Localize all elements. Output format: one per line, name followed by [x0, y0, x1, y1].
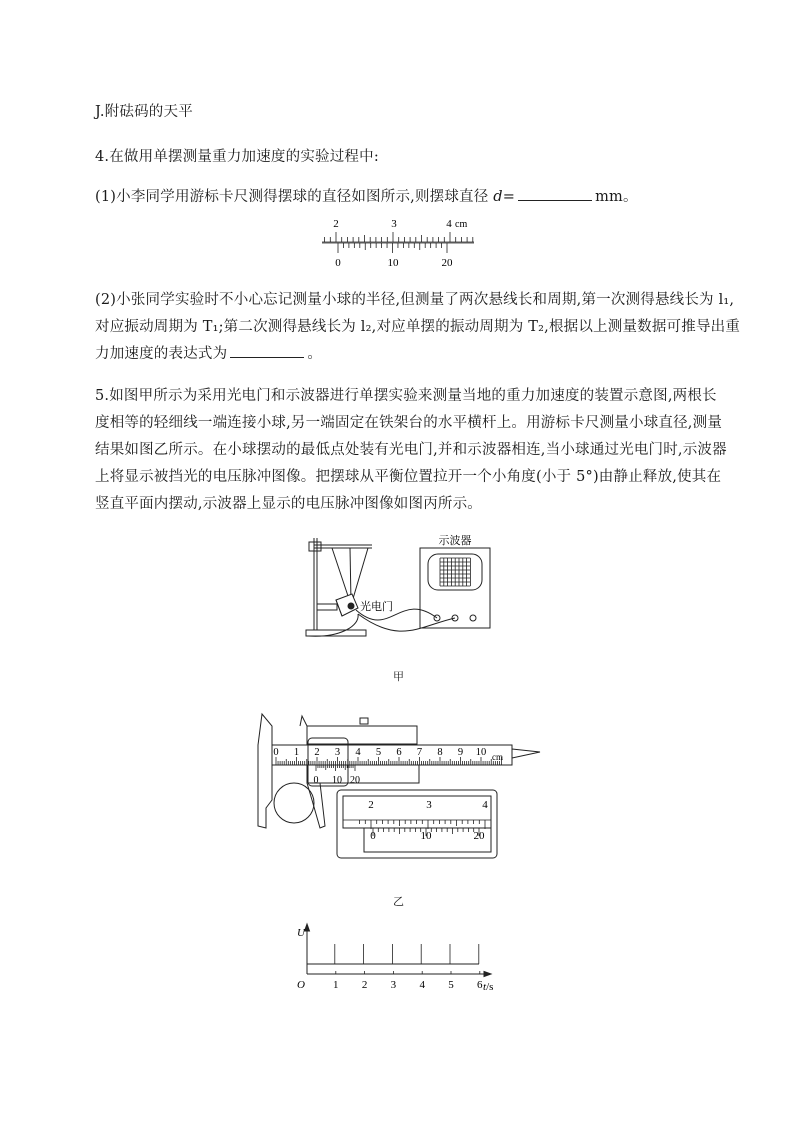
q5-line1: 5.如图甲所示为采用光电门和示波器进行单摆实验来测量当地的重力加速度的装置示意图,两根长 [95, 388, 717, 404]
measured-ball [274, 783, 314, 823]
zoom-main-label: 4 [482, 799, 488, 811]
vernier1-main-scale [322, 232, 474, 242]
oscilloscope-label: 示波器 [438, 535, 472, 547]
oscilloscope-knob[interactable] [470, 615, 476, 621]
zoom-main-label: 3 [426, 799, 432, 811]
caliper-main-label: 5 [375, 747, 382, 758]
vernier1-vernier-label: 10 [387, 257, 399, 269]
caliper-moving-jaw [307, 783, 325, 828]
q4-part2-line1: (2)小张同学实验时不小心忘记测量小球的半径,但测量了两次悬线长和周期,第一次测得悬线长为 l₁, [95, 292, 735, 308]
vernier1-vernier-scale [322, 243, 474, 253]
x-axis-label [483, 981, 493, 993]
caliper-main-label: 10 [475, 747, 487, 758]
caliper-main-label: 8 [437, 747, 443, 758]
x-tick-label: 5 [448, 979, 454, 991]
x-tick-label: 3 [390, 979, 397, 991]
zoom-vernier-label: 0 [370, 830, 376, 842]
figure-jia-apparatus [300, 530, 500, 645]
vernier-caliper-small [318, 214, 478, 270]
zoom-vernier-label: 10 [420, 830, 432, 842]
zoom-main-label: 2 [368, 799, 374, 811]
q4-part1 [95, 185, 638, 206]
x-tick-label: 4 [419, 979, 425, 991]
x-axis-var: t [483, 981, 487, 993]
origin-label: O [297, 979, 305, 991]
answer-blank-d[interactable] [518, 186, 592, 201]
caliper-vernier-label: 10 [332, 775, 342, 786]
vernier1-main-label: 4 [446, 218, 452, 230]
x-tick-label: 6 [477, 979, 483, 991]
caption-yi: 乙 [393, 895, 404, 908]
item-j: J.附砝码的天平 [95, 104, 193, 120]
caliper-main-label: 1 [293, 747, 300, 758]
caliper-main-label: 6 [396, 747, 402, 758]
q5-line5: 竖直平面内摆动,示波器上显示的电压脉冲图像如图丙所示。 [95, 496, 483, 512]
q4-part1-eq: = [502, 189, 516, 205]
caliper-main-label: 2 [314, 747, 320, 758]
figure-yi-vernier-caliper [240, 708, 550, 863]
vernier1-main-label: 3 [391, 218, 397, 230]
photogate-label: 光电门 [360, 601, 393, 613]
q4-part2-line3 [95, 342, 322, 363]
caption-jia: 甲 [393, 670, 404, 683]
cable [358, 614, 455, 631]
q4-stem: 4.在做用单摆测量重力加速度的实验过程中: [95, 149, 379, 165]
q5-line2: 度相等的轻细线一端连接小球,另一端固定在铁架台的水平横杆上。用游标卡尺测量小球直径,测量 [95, 415, 723, 431]
photogate [336, 594, 358, 616]
answer-blank-g[interactable] [230, 343, 304, 358]
caliper-main-label: 9 [457, 747, 464, 758]
q4-part1-text: (1)小李同学用游标卡尺测得摆球的直径如图所示,则摆球直径 [95, 189, 494, 205]
caliper-vernier-label: 20 [350, 775, 360, 786]
vernier1-vernier-label: 20 [441, 257, 453, 269]
y-axis-label: U [297, 927, 305, 939]
q4-part1-var: d [493, 189, 503, 205]
vernier1-vernier-label: 0 [335, 257, 341, 269]
caliper-main-label: 0 [273, 747, 279, 758]
vernier1-unit: cm [455, 219, 468, 230]
x-axis-unit: /s [486, 981, 494, 993]
q4-part1-unit: mm。 [595, 189, 638, 205]
caliper-vernier-slider [307, 726, 417, 744]
q4-part2-line2: 对应振动周期为 T₁;第二次测得悬线长为 l₂,对应单摆的振动周期为 T₂,根据以上测量数据可推导出重 [95, 319, 741, 335]
caliper-main-label: 4 [355, 747, 361, 758]
string-right [352, 548, 368, 602]
pendulum-bob [348, 603, 355, 610]
caliper-main-label: 7 [416, 747, 423, 758]
q5-line3: 结果如图乙所示。在小球摆动的最低点处装有光电门,并和示波器相连,当小球通过光电门时,示波器 [95, 442, 727, 458]
q5-line4: 上将显示被挡光的电压脉冲图像。把摆球从平衡位置拉开一个小角度(小于 5°)由静止释放,使其在 [95, 469, 722, 485]
zoom-vernier-label: 20 [473, 830, 485, 842]
q4-part2-end: 。 [307, 346, 323, 362]
q4-part2-text: 力加速度的表达式为 [95, 346, 228, 362]
stand-base [306, 630, 366, 636]
vernier1-main-label: 2 [333, 218, 339, 230]
string-left [332, 548, 350, 602]
x-tick-label: 2 [361, 979, 368, 991]
caliper-depth-rod [512, 749, 540, 758]
caliper-vernier-label: 0 [313, 775, 319, 786]
caliper-main-unit: cm [492, 752, 503, 762]
caliper-main-label: 3 [334, 747, 341, 758]
figure-bing-pulse-graph [295, 922, 505, 994]
x-tick-label: 1 [333, 979, 339, 991]
caliper-fixed-jaw [258, 714, 272, 828]
